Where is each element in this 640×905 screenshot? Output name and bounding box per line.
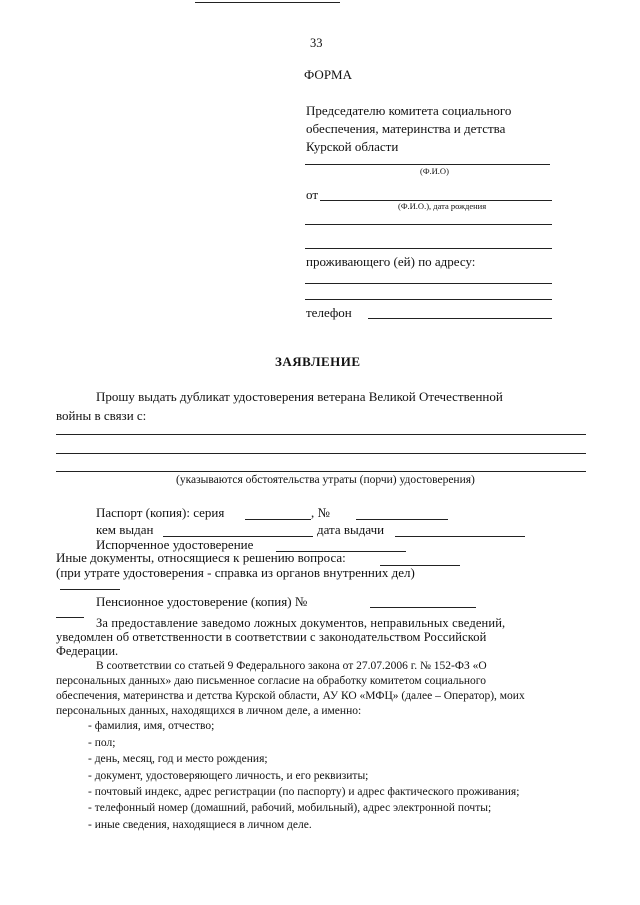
consent-item: - фамилия, имя, отчество; (88, 720, 215, 732)
address-label: проживающего (ей) по адресу: (306, 254, 476, 269)
pension-certificate-label: Пенсионное удостоверение (копия) № (96, 594, 308, 609)
address-field-line-1[interactable] (305, 283, 552, 284)
fio-caption: (Ф.И.О) (420, 166, 449, 176)
addressee-line-1: Председателю комитета социального (306, 103, 512, 118)
consent-item: - почтовый индекс, адрес регистрации (по паспорту) и адрес фактического проживания; (88, 786, 520, 798)
loss-note-field[interactable] (60, 589, 120, 590)
consent-line-2: персональных данных» даю письменное согласие на обработку комитетом социального (56, 675, 486, 687)
issue-date-field[interactable] (395, 536, 525, 537)
top-edge-line (195, 2, 340, 3)
passport-label: Паспорт (копия): серия (96, 505, 225, 520)
warning-line-3: Федерации. (56, 644, 119, 658)
from-label: от (306, 187, 319, 202)
issued-by-label: кем выдан (96, 522, 154, 537)
reason-field-line-1[interactable] (56, 434, 586, 435)
consent-item: - день, месяц, год и место рождения; (88, 753, 268, 765)
phone-label: телефон (306, 305, 352, 320)
warning-line-2: уведомлен об ответственности в соответствии с законодательством Российской (56, 630, 487, 644)
passport-number-field[interactable] (356, 519, 448, 520)
pre-warning-line (56, 617, 84, 618)
form-label: ФОРМА (304, 67, 352, 82)
consent-item: - телефонный номер (домашний, рабочий, мобильный), адрес электронной почты; (88, 802, 492, 814)
consent-line-1: В соответствии со статьей 9 Федерального закона от 27.07.2006 г. № 152-ФЗ «О (96, 660, 487, 672)
consent-item: - пол; (88, 737, 116, 749)
loss-note: (при утрате удостоверения - справка из органов внутренних дел) (56, 565, 415, 580)
reason-caption: (указываются обстоятельства утраты (порчи) удостоверения) (176, 474, 475, 486)
phone-field-line[interactable] (368, 318, 552, 319)
other-docs-label: Иные документы, относящиеся к решению вопроса: (56, 550, 346, 565)
fio-field-line[interactable] (305, 164, 550, 165)
issue-date-label: дата выдачи (317, 522, 385, 537)
page-number: 33 (310, 36, 323, 50)
addressee-line-3: Курской области (306, 139, 399, 154)
consent-line-4: персональных данных, находящихся в личном деле, а именно: (56, 705, 362, 717)
address-field-line-2[interactable] (305, 299, 552, 300)
consent-line-3: обеспечения, материнства и детства Курской области, АУ КО «МФЦ» (далее – Оператор), моих (56, 690, 525, 702)
pension-number-field[interactable] (370, 607, 476, 608)
request-line-1: Прошу выдать дубликат удостоверения ветерана Великой Отечественной (96, 389, 503, 404)
from-caption: (Ф.И.О.), дата рождения (398, 201, 487, 211)
passport-series-field[interactable] (245, 519, 311, 520)
passport-number-label: , № (311, 505, 330, 520)
addressee-line-2: обеспечения, материнства и детства (306, 121, 506, 136)
warning-line-1: За предоставление заведомо ложных документов, неправильных сведений, (96, 616, 506, 630)
request-line-2: войны в связи с: (56, 408, 147, 423)
reason-field-line-2[interactable] (56, 453, 586, 454)
reason-field-line-3[interactable] (56, 471, 586, 472)
consent-item: - иные сведения, находящиеся в личном деле. (88, 819, 312, 831)
document-title: ЗАЯВЛЕНИЕ (275, 354, 361, 369)
consent-item: - документ, удостоверяющего личность, и его реквизиты; (88, 770, 369, 782)
applicant-field-line-3[interactable] (305, 248, 552, 249)
applicant-field-line-2[interactable] (305, 224, 552, 225)
damaged-certificate-label: Испорченное удостоверение (96, 537, 254, 552)
